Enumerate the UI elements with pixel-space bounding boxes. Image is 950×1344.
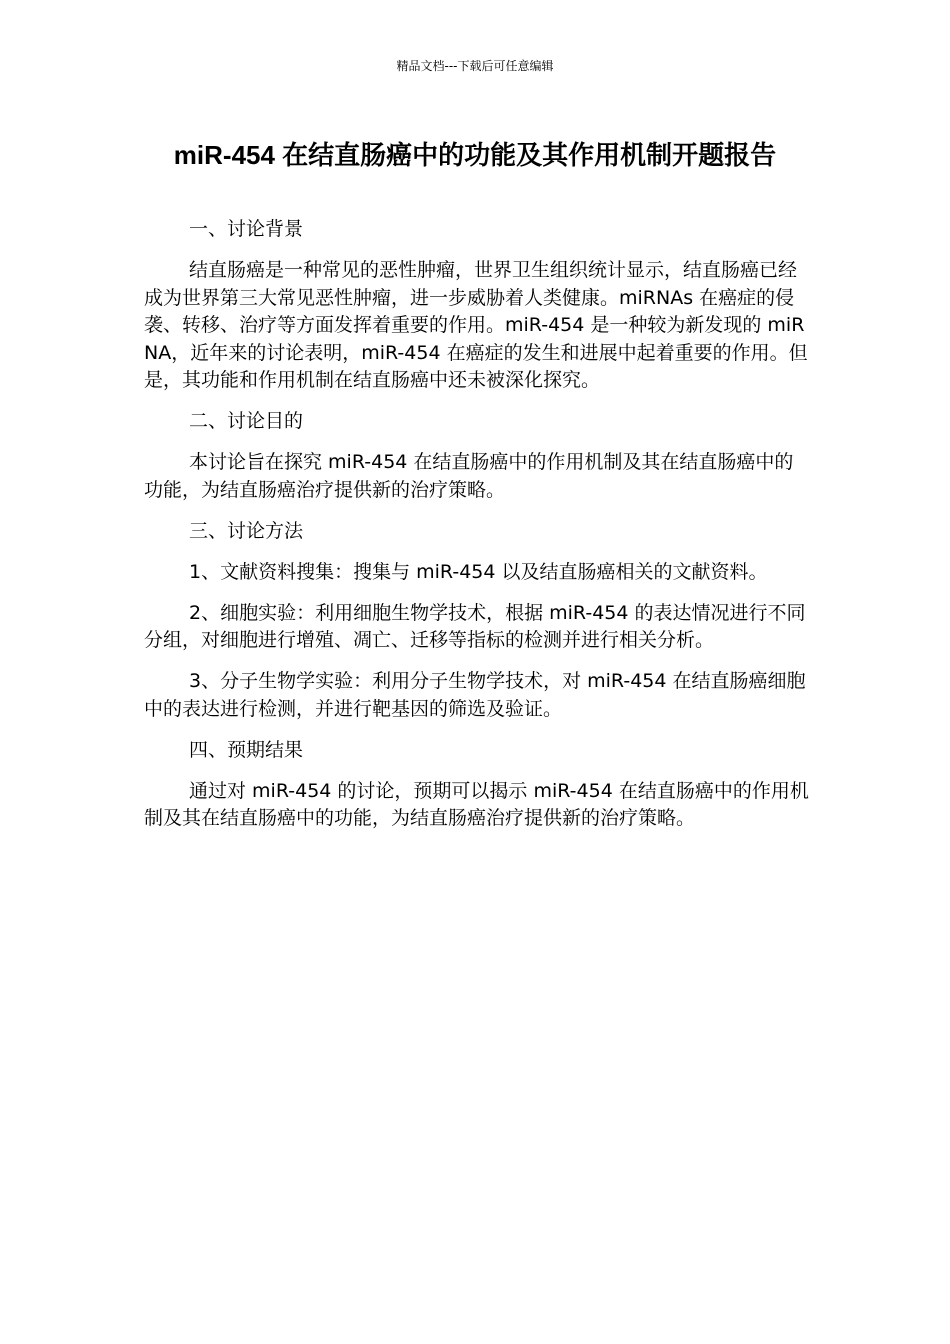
section-heading-background: 一、讨论背景 [189,218,304,240]
section-heading-method: 三、讨论方法 [189,519,304,542]
section-heading-purpose: 二、讨论目的 [189,410,304,432]
header-note: 精品文档---下载后可任意编辑 [396,59,554,73]
paragraph-results: 通过对 miR-454 的讨论，预期可以揭示 miR-454 在结直肠癌中的作用机制及其在结直肠癌中的功能，为结直肠癌治疗提供新的治疗策略。 [144,779,809,829]
document-body [144,216,810,846]
paragraph-method-3: 3、分子生物学实验：利用分子生物学技术，对 miR-454 在结直肠癌细胞中的表达进行检测，并进行靶基因的筛选及验证。 [144,670,806,720]
section-heading-results: 四、预期结果 [189,738,304,761]
paragraph-method-2: 2、细胞实验：利用细胞生物学技术，根据 miR-454 的表达情况进行不同分组，对细胞进行增殖、凋亡、迁移等指标的检测并进行相关分析。 [144,601,806,651]
document-title: miR-454 在结直肠癌中的功能及其作用机制开题报告 [173,140,777,170]
paragraph-purpose: 本讨论旨在探究 miR-454 在结直肠癌中的作用机制及其在结直肠癌中的功能，为结直肠癌治疗提供新的治疗策略。 [144,451,794,501]
paragraph-background: 结直肠癌是一种常见的恶性肿瘤，世界卫生组织统计显示，结直肠癌已经成为世界第三大常见恶性肿瘤，进一步威胁着人类健康。miRNAs 在癌症的侵袭、转移、治疗等方面发挥着重要的作用。miR-454 是一种较为新发现的 miRNA，近年来的讨论表明，miR-454 在癌症的发生和进展中起着重要的作用。但是，其功能和作用机制在结直肠癌中还未被深化探究。 [144,259,808,391]
paragraph-method-1: 1、文献资料搜集：搜集与 miR-454 以及结直肠癌相关的文献资料。 [189,560,768,583]
